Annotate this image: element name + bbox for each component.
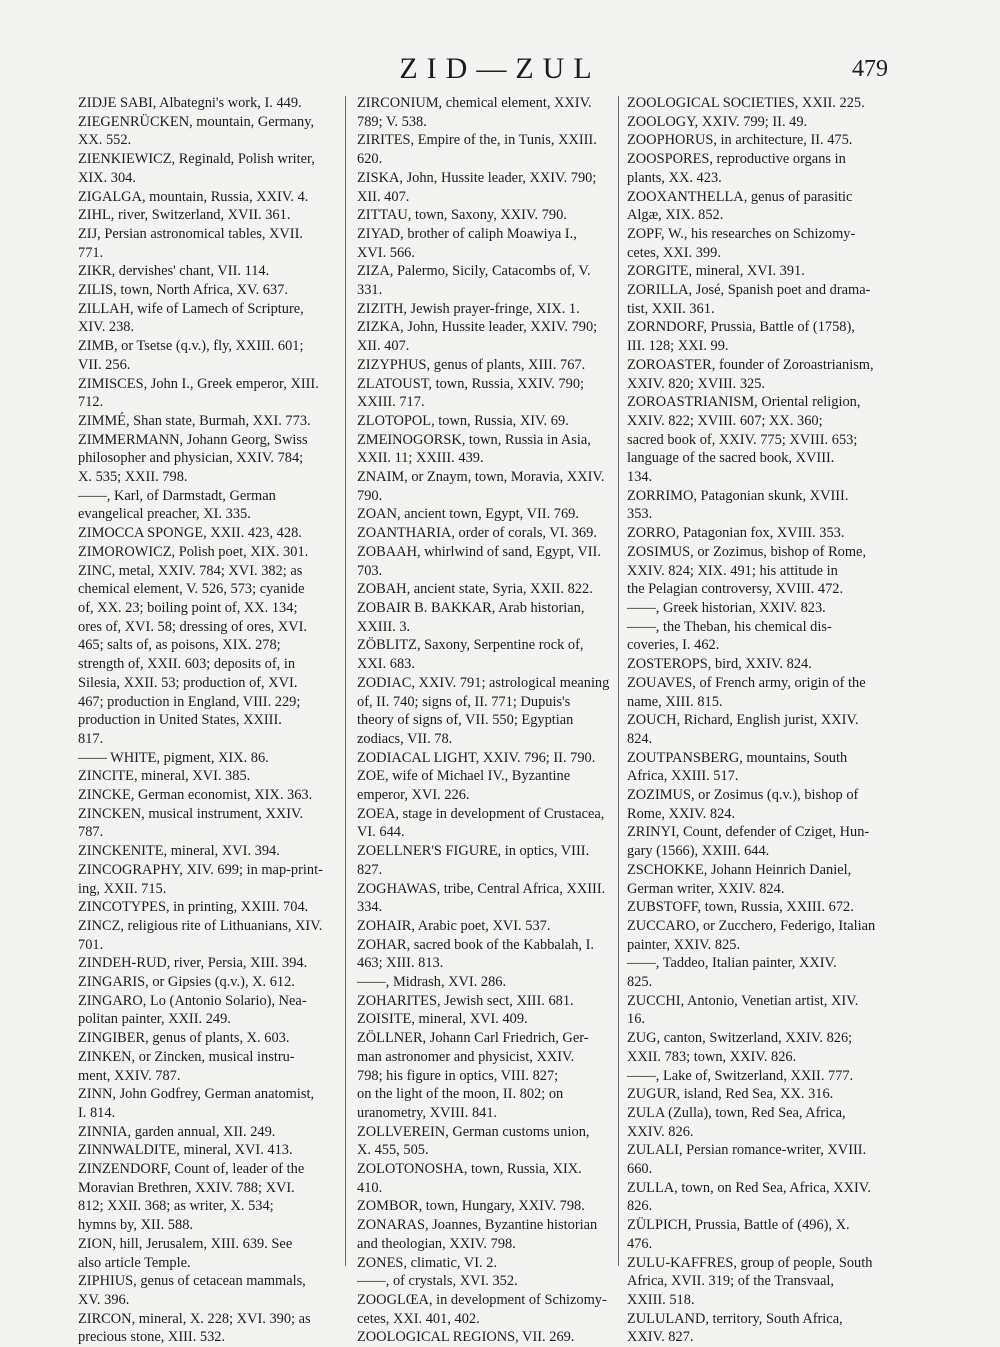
index-line: ZOMBOR, town, Hungary, XXIV. 798. <box>357 1198 585 1215</box>
index-line: Africa, XXIII. 517. <box>627 768 739 785</box>
index-line: III. 128; XXI. 99. <box>627 338 729 355</box>
index-line: ZOHARITES, Jewish sect, XIII. 681. <box>357 992 574 1009</box>
index-line: language of the sacred book, XVIII. <box>627 450 835 467</box>
index-line: strength of, XXII. 603; deposits of, in <box>78 656 296 673</box>
index-line: tist, XXII. 361. <box>627 300 715 317</box>
index-line: 824. <box>627 730 653 747</box>
index-line: XVI. 566. <box>357 244 415 261</box>
index-line: 463; XIII. 813. <box>357 955 444 972</box>
index-line: ZINGARIS, or Gipsies (q.v.), X. 612. <box>78 974 295 991</box>
index-line: and theologian, XXIV. 798. <box>357 1235 516 1252</box>
index-line: XXI. 683. <box>357 656 415 673</box>
index-line: production in United States, XXIII. <box>78 712 282 729</box>
index-line: ZORNDORF, Prussia, Battle of (1758), <box>627 319 855 336</box>
index-line: ——, Karl, of Darmstadt, German <box>78 487 276 504</box>
column-divider <box>345 96 346 1266</box>
index-line: ZINCOTYPES, in printing, XXIII. 704. <box>78 899 309 916</box>
index-line: ores of, XVI. 58; dressing of ores, XVI. <box>78 618 308 635</box>
index-line: ZOISITE, mineral, XVI. 409. <box>357 1011 528 1028</box>
index-line: ZUCCHI, Antonio, Venetian artist, XIV. <box>627 992 859 1009</box>
index-line: plants, XX. 423. <box>627 169 722 186</box>
index-line: ZODIAC, XXIV. 791; astrological meaning <box>357 674 610 691</box>
index-line: ZIZYPHUS, genus of plants, XIII. 767. <box>357 356 586 373</box>
index-line: ZLATOUST, town, Russia, XXIV. 790; <box>357 375 585 392</box>
index-line: cetes, XXI. 399. <box>627 244 721 261</box>
index-line: ZISKA, John, Hussite leader, XXIV. 790; <box>357 169 597 186</box>
index-line: ZMEINOGORSK, town, Russia in Asia, <box>357 431 591 448</box>
index-line: ZIENKIEWICZ, Reginald, Polish writer, <box>78 151 315 168</box>
index-line: 703. <box>357 562 383 579</box>
index-line: ZIDJE SABI, Albategni's work, I. 449. <box>78 95 302 111</box>
index-column-2 <box>357 94 615 1347</box>
index-line: ——, Taddeo, Italian painter, XXIV. <box>627 955 837 972</box>
index-line: ZINZENDORF, Count of, leader of the <box>78 1161 305 1178</box>
index-line: ZOOLOGICAL REGIONS, VII. 269. <box>357 1329 575 1346</box>
index-line: VI. 644. <box>357 824 405 841</box>
index-line: ZINCITE, mineral, XVI. 385. <box>78 768 251 785</box>
index-line: ZORILLA, José, Spanish poet and drama- <box>627 282 871 299</box>
index-line: ZILLAH, wife of Lamech of Scripture, <box>78 300 304 317</box>
index-line: XXII. 11; XXIII. 439. <box>357 450 484 467</box>
index-line: ZOLLVEREIN, German customs union, <box>357 1123 590 1140</box>
index-line: ZION, hill, Jerusalem, XIII. 639. See <box>78 1235 293 1252</box>
index-line: ZIMOROWICZ, Polish poet, XIX. 301. <box>78 543 309 560</box>
index-line: ZINN, John Godfrey, German anatomist, <box>78 1086 315 1103</box>
index-line: ZUCCARO, or Zucchero, Federigo, Italian <box>627 917 876 934</box>
index-line: ZULALI, Persian romance-writer, XVIII. <box>627 1142 867 1159</box>
index-line: XXIII. 717. <box>357 394 425 411</box>
index-line: ZINDEH-RUD, river, Persia, XIII. 394. <box>78 955 308 972</box>
index-line: XXIV. 822; XVIII. 607; XX. 360; <box>627 412 823 429</box>
index-line: ZOANTHARIA, order of corals, VI. 369. <box>357 525 597 542</box>
index-line: X. 535; XXII. 798. <box>78 469 188 486</box>
index-line: ZÜLPICH, Prussia, Battle of (496), X. <box>627 1217 850 1234</box>
index-line: ZIHL, river, Switzerland, XVII. 361. <box>78 207 291 224</box>
index-line: ZOLOTONOSHA, town, Russia, XIX. <box>357 1161 582 1178</box>
index-line: ZOOLOGICAL SOCIETIES, XXII. 225. <box>627 95 865 111</box>
page-header <box>0 52 1000 92</box>
index-line: painter, XXIV. 825. <box>627 936 741 953</box>
index-line: ZIGALGA, mountain, Russia, XXIV. 4. <box>78 188 309 205</box>
index-column-1 <box>78 94 336 1347</box>
index-line: ZLOTOPOL, town, Russia, XIV. 69. <box>357 412 569 429</box>
index-line: uranometry, XVIII. 841. <box>357 1104 498 1121</box>
index-line: ZINNIA, garden annual, XII. 249. <box>78 1123 276 1140</box>
index-line: ZORRIMO, Patagonian skunk, XVIII. <box>627 487 849 504</box>
index-line: ZOSIMUS, or Zozimus, bishop of Rome, <box>627 543 867 560</box>
index-line: cetes, XXI. 401, 402. <box>357 1310 480 1327</box>
index-line: ZOOSPORES, reproductive organs in <box>627 151 846 168</box>
index-line: ZOGHAWAS, tribe, Central Africa, XXIII. <box>357 880 606 897</box>
index-line: XII. 407. <box>357 188 410 205</box>
index-line: politan painter, XXII. 249. <box>78 1011 231 1028</box>
index-line: ZOOLOGY, XXIV. 799; II. 49. <box>627 113 808 130</box>
index-line: ZIRCONIUM, chemical element, XXIV. <box>357 95 592 111</box>
index-line: ZIZITH, Jewish prayer-fringe, XIX. 1. <box>357 300 580 317</box>
index-line: ZINC, metal, XXIV. 784; XVI. 382; as <box>78 562 303 579</box>
index-line: on the light of the moon, II. 802; on <box>357 1086 564 1103</box>
index-line: ZOBAAH, whirlwind of sand, Egypt, VII. <box>357 543 601 560</box>
index-line: ZOAN, ancient town, Egypt, VII. 769. <box>357 506 579 523</box>
index-line: ZODIACAL LIGHT, XXIV. 796; II. 790. <box>357 749 596 766</box>
index-line: 787. <box>78 824 104 841</box>
index-line: ZOROASTER, founder of Zoroastrianism, <box>627 356 874 373</box>
index-line: 353. <box>627 506 653 523</box>
index-line: ——, of crystals, XVI. 352. <box>357 1273 518 1290</box>
index-line: ——, Lake of, Switzerland, XXII. 777. <box>627 1067 854 1084</box>
index-line: 476. <box>627 1235 653 1252</box>
index-line: man astronomer and physicist, XXIV. <box>357 1048 575 1065</box>
index-line: ZIEGENRÜCKEN, mountain, Germany, <box>78 113 315 130</box>
index-line: ZOEA, stage in development of Crustacea, <box>357 805 605 822</box>
index-line: ——, the Theban, his chemical dis- <box>627 618 832 635</box>
index-line: XXIII. 518. <box>627 1292 695 1308</box>
index-line: ZINGARO, Lo (Antonio Solario), Nea- <box>78 992 307 1009</box>
index-line: 465; salts of, as poisons, XIX. 278; <box>78 637 281 654</box>
index-line: XX. 552. <box>78 132 132 149</box>
index-line: theory of signs of, VII. 550; Egyptian <box>357 712 574 729</box>
index-line: —— WHITE, pigment, XIX. 86. <box>78 749 269 766</box>
index-line: ZIZKA, John, Hussite leader, XXIV. 790; <box>357 319 598 336</box>
index-line: ZSCHOKKE, Johann Heinrich Daniel, <box>627 861 852 878</box>
index-line: ment, XXIV. 787. <box>78 1067 181 1084</box>
index-line: 812; XXII. 368; as writer, X. 534; <box>78 1198 274 1215</box>
index-line: ZIRITES, Empire of the, in Tunis, XXIII. <box>357 132 597 149</box>
index-line: 798; his figure in optics, VIII. 827; <box>357 1067 559 1084</box>
index-line: German writer, XXIV. 824. <box>627 880 785 897</box>
index-line: coveries, I. 462. <box>627 637 720 654</box>
index-line: 825. <box>627 974 653 991</box>
index-line: ZÖBLITZ, Saxony, Serpentine rock of, <box>357 637 584 654</box>
index-line: ——, Greek historian, XXIV. 823. <box>627 599 826 616</box>
index-line: ZOE, wife of Michael IV., Byzantine <box>357 768 571 785</box>
index-line: 827. <box>357 861 383 878</box>
index-line: XIV. 238. <box>78 319 135 336</box>
index-line: ZOOXANTHELLA, genus of parasitic <box>627 188 853 205</box>
index-line: ZIMISCES, John I., Greek emperor, XIII. <box>78 375 319 392</box>
index-line: 134. <box>627 469 653 486</box>
index-line: 331. <box>357 282 383 299</box>
index-line: 712. <box>78 394 104 411</box>
index-line: ZORGITE, mineral, XVI. 391. <box>627 263 805 280</box>
index-line: Algæ, XIX. 852. <box>627 207 724 224</box>
index-line: XXII. 783; town, XXIV. 826. <box>627 1048 797 1065</box>
index-line: ZIMMÉ, Shan state, Burmah, XXI. 773. <box>78 412 311 429</box>
index-line: XXIV. 820; XVIII. 325. <box>627 375 766 392</box>
index-line: 620. <box>357 151 383 168</box>
index-line: XXIV. 827. <box>627 1329 694 1346</box>
index-line: ZOROASTRIANISM, Oriental religion, <box>627 394 861 411</box>
index-line: ZOUAVES, of French army, origin of the <box>627 674 866 691</box>
index-line: ZINCOGRAPHY, XIV. 699; in map-print- <box>78 861 323 878</box>
index-line: name, XIII. 815. <box>627 693 723 710</box>
index-line: X. 455, 505. <box>357 1142 429 1159</box>
index-line: VII. 256. <box>78 356 131 373</box>
column-divider <box>618 96 619 1266</box>
index-line: 789; V. 538. <box>357 113 427 130</box>
index-line: ZUBSTOFF, town, Russia, XXIII. 672. <box>627 899 854 916</box>
index-line: ZIRCON, mineral, X. 228; XVI. 390; as <box>78 1310 311 1327</box>
index-line: of, XX. 23; boiling point of, XX. 134; <box>78 599 298 616</box>
index-line: ZULA (Zulla), town, Red Sea, Africa, <box>627 1104 846 1121</box>
index-line: XIX. 304. <box>78 169 136 186</box>
index-line: ——, Midrash, XVI. 286. <box>357 974 507 991</box>
index-line: ZUG, canton, Switzerland, XXIV. 826; <box>627 1030 853 1047</box>
index-line: ZINCKE, German economist, XIX. 363. <box>78 787 313 804</box>
index-line: ZULLA, town, on Red Sea, Africa, XXIV. <box>627 1179 871 1196</box>
index-line: ZILIS, town, North Africa, XV. 637. <box>78 282 288 299</box>
index-line: ZOHAR, sacred book of the Kabbalah, I. <box>357 936 594 953</box>
index-line: ZIJ, Persian astronomical tables, XVII. <box>78 225 303 242</box>
index-line: ZUGUR, island, Red Sea, XX. 316. <box>627 1086 834 1103</box>
index-line: 467; production in England, VIII. 229; <box>78 693 301 710</box>
index-line: ZIKR, dervishes' chant, VII. 114. <box>78 263 270 280</box>
index-line: ZOBAIR B. BAKKAR, Arab historian, <box>357 599 585 616</box>
index-line: ZINKEN, or Zincken, musical instru- <box>78 1048 295 1065</box>
index-line: 817. <box>78 730 104 747</box>
index-line: 701. <box>78 936 104 953</box>
index-line: 771. <box>78 244 104 261</box>
index-line: the Pelagian controversy, XVIII. 472. <box>627 581 844 598</box>
index-line: ZIMMERMANN, Johann Georg, Swiss <box>78 431 308 448</box>
index-line: Rome, XXIV. 824. <box>627 805 736 822</box>
index-line: hymns by, XII. 588. <box>78 1217 193 1234</box>
index-line: sacred book of, XXIV. 775; XVIII. 653; <box>627 431 858 448</box>
index-line: ZIPHIUS, genus of cetacean mammals, <box>78 1273 306 1290</box>
index-line: ZIMOCCA SPONGE, XXII. 423, 428. <box>78 525 302 542</box>
index-line: 660. <box>627 1161 653 1178</box>
index-line: ZINCZ, religious rite of Lithuanians, XIV. <box>78 917 323 934</box>
index-line: ZINNWALDITE, mineral, XVI. 413. <box>78 1142 293 1159</box>
index-line: ZOUCH, Richard, English jurist, XXIV. <box>627 712 859 729</box>
index-line: XII. 407. <box>357 338 410 355</box>
index-line: 16. <box>627 1011 645 1028</box>
index-line: Moravian Brethren, XXIV. 788; XVI. <box>78 1179 295 1196</box>
index-line: XXIV. 824; XIX. 491; his attitude in <box>627 562 838 579</box>
index-line: ZOZIMUS, or Zosimus (q.v.), bishop of <box>627 787 859 804</box>
index-line: ZOELLNER'S FIGURE, in optics, VIII. <box>357 843 590 860</box>
index-line: I. 814. <box>78 1104 116 1121</box>
index-line: evangelical preacher, XI. 335. <box>78 506 251 523</box>
index-line: ZOOPHORUS, in architecture, II. 475. <box>627 132 853 149</box>
index-line: ZINCKEN, musical instrument, XXIV. <box>78 805 304 822</box>
index-line: ZONES, climatic, VI. 2. <box>357 1254 498 1271</box>
index-line: ZULU-KAFFRES, group of people, South <box>627 1254 873 1271</box>
index-line: ZOBAH, ancient state, Syria, XXII. 822. <box>357 581 593 598</box>
index-line: 410. <box>357 1179 383 1196</box>
index-line: Silesia, XXII. 53; production of, XVI. <box>78 674 298 691</box>
index-line: ZRINYI, Count, defender of Cziget, Hun- <box>627 824 870 841</box>
index-line: ZORRO, Patagonian fox, XVIII. 353. <box>627 525 845 542</box>
index-line: emperor, XVI. 226. <box>357 787 470 804</box>
index-line: ZIZA, Palermo, Sicily, Catacombs of, V. <box>357 263 591 280</box>
index-line: ZINGIBER, genus of plants, X. 603. <box>78 1030 290 1047</box>
index-line: ZIMB, or Tsetse (q.v.), fly, XXIII. 601; <box>78 338 304 355</box>
index-line: ZOOGLŒA, in development of Schizomy- <box>357 1292 607 1308</box>
index-line: precious stone, XIII. 532. <box>78 1329 226 1346</box>
index-line: philosopher and physician, XXIV. 784; <box>78 450 304 467</box>
index-line: ZULULAND, territory, South Africa, <box>627 1310 843 1327</box>
index-line: ZOPF, W., his researches on Schizomy- <box>627 225 856 242</box>
index-line: ZOHAIR, Arabic poet, XVI. 537. <box>357 917 551 934</box>
index-line: ZOSTEROPS, bird, XXIV. 824. <box>627 656 812 673</box>
index-line: zodiacs, VII. 78. <box>357 730 453 747</box>
index-line: of, II. 740; signs of, II. 771; Dupuis's <box>357 693 571 710</box>
index-line: chemical element, V. 526, 573; cyanide <box>78 581 305 598</box>
index-line: ZÖLLNER, Johann Carl Friedrich, Ger- <box>357 1030 589 1047</box>
index-line: XV. 396. <box>78 1292 130 1308</box>
index-line: ing, XXII. 715. <box>78 880 167 897</box>
index-line: gary (1566), XXIII. 644. <box>627 843 770 860</box>
index-line: ZITTAU, town, Saxony, XXIV. 790. <box>357 207 567 224</box>
index-line: ZINCKENITE, mineral, XVI. 394. <box>78 843 280 860</box>
index-line: ZOUTPANSBERG, mountains, South <box>627 749 848 766</box>
index-line: 334. <box>357 899 383 916</box>
index-line: ZIYAD, brother of caliph Moawiya I., <box>357 225 577 242</box>
index-line: ZONARAS, Joannes, Byzantine historian <box>357 1217 598 1234</box>
running-title: ZID—ZUL <box>399 52 601 85</box>
index-column-3 <box>627 94 885 1347</box>
page-number: 479 <box>852 56 888 82</box>
index-line: XXIV. 826. <box>627 1123 694 1140</box>
index-line: XXIII. 3. <box>357 618 411 635</box>
index-line: Africa, XVII. 319; of the Transvaal, <box>627 1273 835 1290</box>
index-line: 826. <box>627 1198 653 1215</box>
index-line: 790. <box>357 487 383 504</box>
index-line: also article Temple. <box>78 1254 191 1271</box>
index-line: ZNAIM, or Znaym, town, Moravia, XXIV. <box>357 469 605 486</box>
